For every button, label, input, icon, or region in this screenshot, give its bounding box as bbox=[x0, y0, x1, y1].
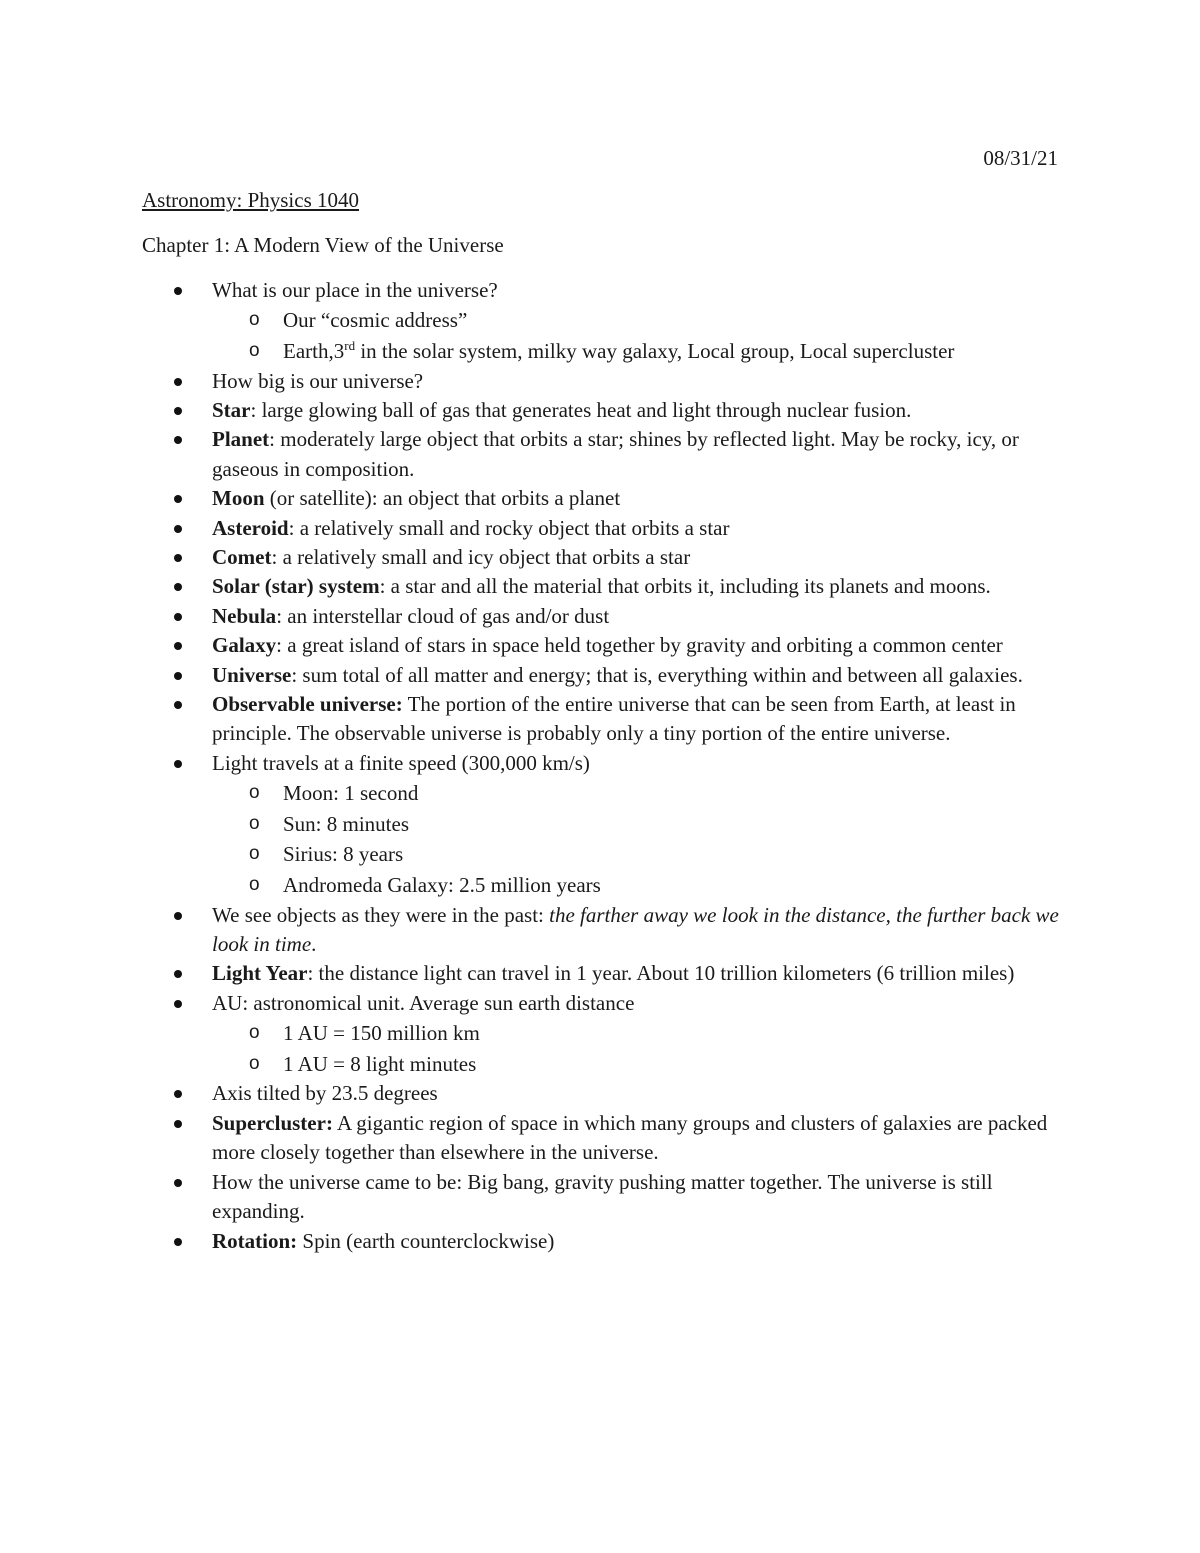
list-item: How big is our universe? bbox=[212, 367, 1062, 396]
sub-list bbox=[212, 778, 1062, 900]
term: Light Year bbox=[212, 961, 308, 986]
sub-list-item: o Andromeda Galaxy: 2.5 million years bbox=[283, 870, 1062, 901]
list-item: Universe: sum total of all matter and energy; that is, everything within and between all galaxies. bbox=[212, 661, 1062, 690]
sub-list bbox=[212, 1018, 1062, 1079]
term: Planet bbox=[212, 427, 270, 452]
term: Universe bbox=[212, 662, 292, 687]
list-item: Planet: moderately large object that orbits a star; shines by reflected light. May be rocky, icy, or gaseous in composition. bbox=[212, 425, 1062, 484]
sub-list-item: o Moon: 1 second bbox=[283, 778, 1062, 809]
list-item: Galaxy: a great island of stars in space held together by gravity and orbiting a common center bbox=[212, 631, 1062, 660]
list-item: Supercluster: A gigantic region of space in which many groups and clusters of galaxies are packed more closely together than elsewhere in the universe. bbox=[212, 1109, 1062, 1168]
term: Moon bbox=[212, 486, 265, 511]
list-item: Asteroid: a relatively small and rocky object that orbits a star bbox=[212, 514, 1062, 543]
emphasis: the farther away we look in the distance, the further back we look in time bbox=[212, 902, 1059, 957]
list-item: Light Year: the distance light can travel in 1 year. About 10 trillion kilometers (6 trillion miles) bbox=[212, 959, 1062, 988]
term: Observable universe: bbox=[212, 692, 403, 717]
list-item: Light travels at a finite speed (300,000 km/s) o Moon: 1 second o Sun: 8 minutes o Sirius: 8 years o Andromeda Galaxy: 2.5 million years bbox=[212, 749, 1062, 901]
term: Star bbox=[212, 398, 251, 422]
list-item: AU: astronomical unit. Average sun earth distance o 1 AU = 150 million km o 1 AU = 8 light minutes bbox=[212, 989, 1062, 1080]
note-date: 08/31/21 bbox=[983, 146, 1058, 170]
sub-list-item: o Sirius: 8 years bbox=[283, 839, 1062, 870]
list-item: Star: large glowing ball of gas that generates heat and light through nuclear fusion. bbox=[212, 396, 1062, 425]
term: Asteroid bbox=[212, 515, 289, 540]
term: Rotation: bbox=[212, 1228, 298, 1253]
course-title: Astronomy: Physics 1040 bbox=[142, 188, 360, 212]
notes-list bbox=[212, 276, 1062, 1256]
list-item: Axis tilted by 23.5 degrees bbox=[212, 1079, 1062, 1108]
term: Comet bbox=[212, 545, 272, 570]
sub-list bbox=[212, 305, 1062, 366]
term: Nebula bbox=[212, 603, 277, 628]
list-item: Nebula: an interstellar cloud of gas and/or dust bbox=[212, 602, 1062, 631]
list-item: Solar (star) system: a star and all the material that orbits it, including its planets and moons. bbox=[212, 572, 1062, 601]
list-item: Comet: a relatively small and icy object that orbits a star bbox=[212, 543, 1062, 572]
list-item: We see objects as they were in the past: the farther away we look in the distance, the further back we look in time. bbox=[212, 901, 1062, 960]
list-item: How the universe came to be: Big bang, gravity pushing matter together. The universe is still expanding. bbox=[212, 1168, 1062, 1227]
sub-list-item: o Sun: 8 minutes bbox=[283, 809, 1062, 840]
sub-list-item: o Our “cosmic address” bbox=[283, 305, 1062, 336]
list-item: Observable universe: The portion of the entire universe that can be seen from Earth, at least in principle. The observable universe is probably only a tiny portion of the entire universe. bbox=[212, 690, 1062, 749]
term: Galaxy bbox=[212, 633, 277, 658]
term: Supercluster: bbox=[212, 1110, 333, 1135]
list-item: Rotation: Spin (earth counterclockwise) bbox=[212, 1227, 1062, 1256]
sub-list-item: o Earth,3rd in the solar system, milky way galaxy, Local group, Local supercluster bbox=[283, 336, 1062, 367]
sub-list-item: o 1 AU = 8 light minutes bbox=[283, 1049, 1062, 1080]
list-item: Moon (or satellite): an object that orbits a planet bbox=[212, 484, 1062, 513]
list-item: What is our place in the universe? o Our “cosmic address” o Earth,3rd in the solar system, milky way galaxy, Local group, Local supercluster bbox=[212, 276, 1062, 367]
chapter-heading: Chapter 1: A Modern View of the Universe bbox=[142, 233, 504, 257]
sub-list-item: o 1 AU = 150 million km bbox=[283, 1018, 1062, 1049]
term: Solar (star) system bbox=[212, 574, 380, 599]
